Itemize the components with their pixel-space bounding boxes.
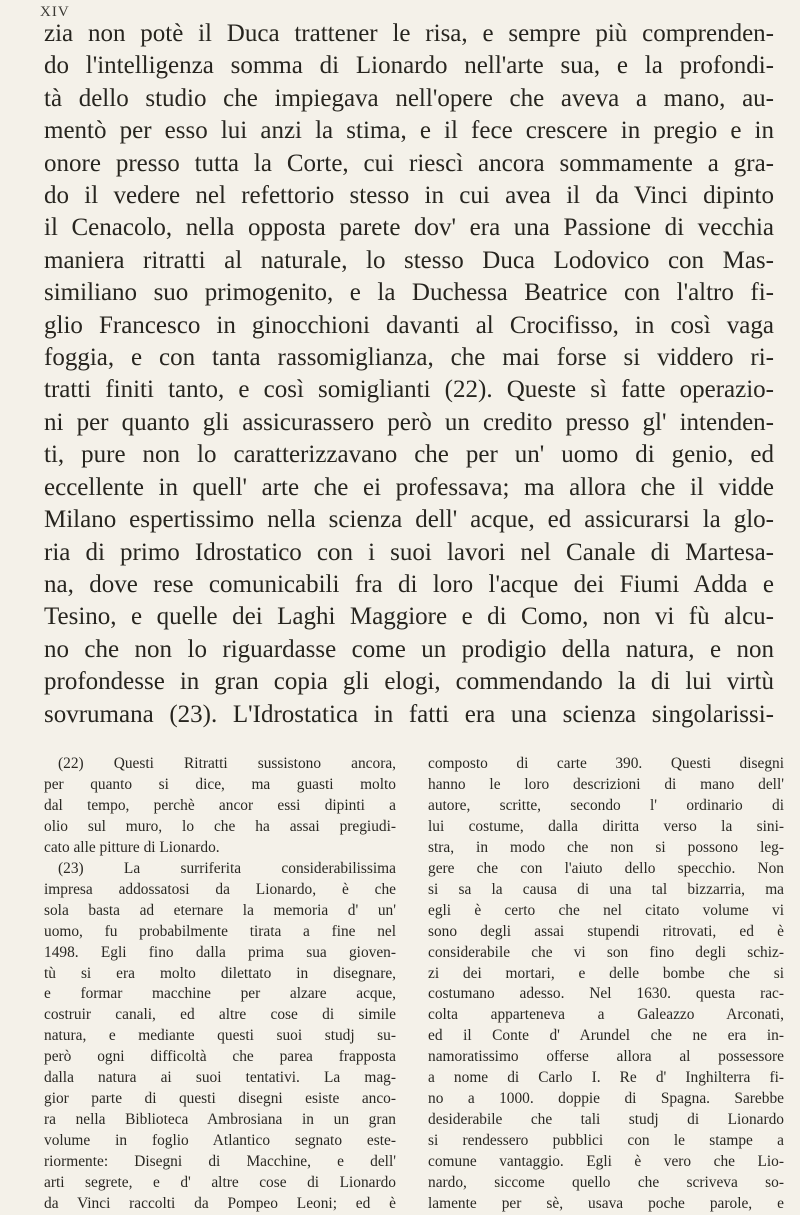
footnote-line: lui costume, dalla diritta verso la sini- bbox=[428, 817, 784, 835]
footnote-line: comune vantaggio. Egli è vero che Lio- bbox=[428, 1153, 784, 1171]
footnote-line: sola basta ad eternare la memoria d' un' bbox=[44, 901, 396, 919]
footnote-line: considerabile che vi son fino degli schiz- bbox=[428, 943, 784, 961]
main-text-line: foggia, e con tanta rassomiglianza, che mai forse si viddero ri- bbox=[44, 344, 774, 372]
footnote-line: hanno le loro descrizioni di mano dell' bbox=[428, 775, 784, 793]
footnote-line: olio sul muro, lo che ha assai pregiudi- bbox=[44, 817, 396, 835]
main-text-line: sovrumana (23). L'Idrostatica in fatti era una scienza singolarissi- bbox=[44, 700, 774, 728]
footnote-line: costumano adesso. Nel 1630. questa rac- bbox=[428, 985, 784, 1003]
main-text-line: maniera ritratti al naturale, lo stesso Duca Lodovico con Mas- bbox=[44, 246, 774, 274]
footnotes bbox=[44, 754, 784, 1215]
footnote-line: riormente: Disegni di Macchine, e dell' bbox=[44, 1153, 396, 1171]
footnote-line: zi dei mortari, e delle bombe che si bbox=[428, 964, 784, 982]
footnote-line: costruir canali, ed altre cose di simile bbox=[44, 1006, 396, 1024]
footnote-line: volume in foglio Atlantico segnato este- bbox=[44, 1132, 396, 1150]
footnote-line: sono degli assai stupendi ritrovati, ed è bbox=[428, 922, 784, 940]
main-text-block bbox=[44, 18, 774, 731]
main-text-line: no che non lo riguardasse come un prodigio della natura, e non bbox=[44, 635, 774, 663]
main-text-line: glio Francesco in ginocchioni davanti al Crocifisso, in così vaga bbox=[44, 311, 774, 339]
footnote-line: gior parte di questi disegni esiste anco- bbox=[44, 1090, 396, 1108]
footnote-line: natura, e mediante questi suoi studj su- bbox=[44, 1027, 396, 1045]
main-text-line: Tesino, e quelle dei Laghi Maggiore e di Como, non vi fù alcu- bbox=[44, 603, 774, 631]
main-text-line: na, dove rese comunicabili fra di loro l'acque dei Fiumi Adda e bbox=[44, 570, 774, 598]
footnote-line: si rendessero pubblici con le stampe a bbox=[428, 1132, 784, 1150]
footnote-line: si sa la causa di una tal bizzarria, ma bbox=[428, 880, 784, 898]
main-text-line: profondesse in gran copia gli elogi, commendando la di lui virtù bbox=[44, 668, 774, 696]
main-text-line: ti, pure non lo caratterizzavano che per un' uomo di genio, ed bbox=[44, 441, 774, 469]
main-text-line: ni per quanto gli assicurassero però un credito presso gl' intenden- bbox=[44, 408, 774, 436]
main-text-line: onore presso tutta la Corte, cui riescì ancora sommamente a gra- bbox=[44, 149, 774, 177]
footnote-line: dal tempo, perchè ancor essi dipinti a bbox=[44, 796, 396, 814]
footnote-line: ra nella Biblioteca Ambrosiana in un gran bbox=[44, 1111, 396, 1129]
footnote-line: ed il Conte d' Arundel che ne era in- bbox=[428, 1027, 784, 1045]
footnote-line: nardo, siccome quello che scriveva so- bbox=[428, 1174, 784, 1192]
main-text-line: similiano suo primogenito, e la Duchessa Beatrice con l'altro fi- bbox=[44, 279, 774, 307]
footnote-line: gere che con l'aiuto dello specchio. Non bbox=[428, 859, 784, 877]
main-text-line: zia non potè il Duca trattener le risa, e sempre più comprenden- bbox=[44, 20, 774, 47]
footnote-line: cato alle pitture di Lionardo. bbox=[44, 838, 220, 856]
footnotes-right-column bbox=[428, 754, 784, 1215]
footnote-line: 1498. Egli fino dalla prima sua gioven- bbox=[44, 943, 396, 961]
footnote-line: egli è certo che nel citato volume vi bbox=[428, 901, 784, 919]
main-text-line: Milano espertissimo nella scienza dell' acque, ed assicurarsi la glo- bbox=[44, 506, 774, 534]
main-text-line: tà dello studio che impiegava nell'opere che aveva a mano, au- bbox=[44, 84, 774, 112]
footnote-line: colta apparteneva a Galeazzo Arconati, bbox=[428, 1006, 784, 1024]
footnote-line: autore, scritte, secondo l' ordinario di bbox=[428, 796, 784, 814]
footnote-line: da Vinci raccolti da Pompeo Leoni; ed è bbox=[44, 1195, 396, 1213]
footnote-line: e formar macchine per alzare acque, bbox=[44, 985, 396, 1003]
footnote-line: namoratissimo offerse allora al possessore bbox=[428, 1048, 784, 1066]
footnote-line: dalla natura ai suoi tentativi. La mag- bbox=[44, 1069, 396, 1087]
page-number: XIV bbox=[40, 4, 70, 20]
main-text-line: do l'intelligenza somma di Lionardo nell'arte sua, e la profondi- bbox=[44, 52, 774, 80]
main-text-line: tratti finiti tanto, e così somiglianti (22). Queste sì fatte operazio- bbox=[44, 376, 774, 404]
main-text-line: ria di primo Idrostatico con i suoi lavori nel Canale di Martesa- bbox=[44, 538, 774, 566]
footnote-line: stra, in modo che non si possono leg- bbox=[428, 838, 784, 856]
footnote-line: impresa addossatosi da Lionardo, è che bbox=[44, 880, 396, 898]
footnote-line: tù si era molto dilettato in disegnare, bbox=[44, 964, 396, 982]
main-text-line: eccellente in quell' arte che ei professava; ma allora che il vidde bbox=[44, 473, 774, 501]
footnote-line: a nome di Carlo I. Re d' Inghilterra fi- bbox=[428, 1069, 784, 1087]
main-text-line: do il vedere nel refettorio stesso in cui avea il da Vinci dipinto bbox=[44, 182, 774, 210]
footnote-line: lamente per sè, usava poche parole, e bbox=[428, 1195, 784, 1213]
footnotes-left-column bbox=[44, 754, 396, 1215]
footnote-line: però ogni difficoltà che parea frapposta bbox=[44, 1048, 396, 1066]
footnote-line: (22) Questi Ritratti sussistono ancora, bbox=[58, 755, 396, 772]
footnote-line: composto di carte 390. Questi disegni bbox=[428, 755, 784, 772]
footnote-line: no a 1000. doppie di Spagna. Sarebbe bbox=[428, 1090, 784, 1108]
footnote-line: per quanto si dice, ma guasti molto bbox=[44, 775, 396, 793]
footnote-line: (23) La surriferita considerabilissima bbox=[58, 859, 396, 877]
main-text-line: il Cenacolo, nella opposta parete dov' era una Passione di vecchia bbox=[44, 214, 774, 242]
footnote-line: arti segrete, e d' altre cose di Lionardo bbox=[44, 1174, 396, 1192]
footnote-line: desiderabile che tali studj di Lionardo bbox=[428, 1111, 784, 1129]
main-text-line: mentò per esso lui anzi la stima, e il fece crescere in pregio e in bbox=[44, 117, 774, 145]
footnote-line: uomo, fu probabilmente tirata a fine nel bbox=[44, 922, 396, 940]
